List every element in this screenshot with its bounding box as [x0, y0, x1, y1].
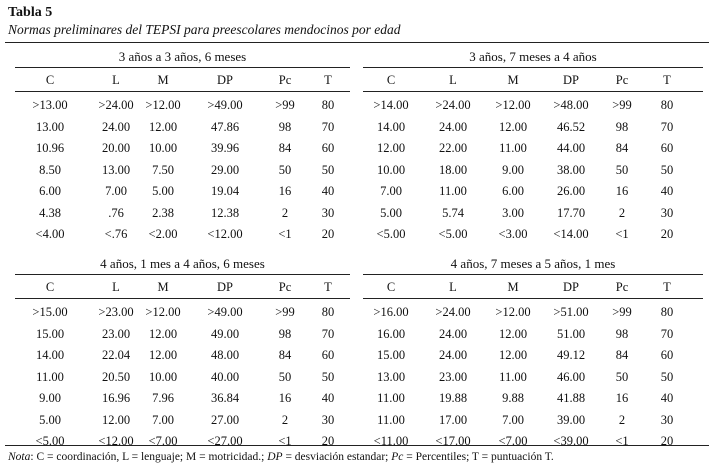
table-cell: <14.00 — [553, 227, 589, 241]
table-cell: 5.74 — [442, 205, 464, 220]
table-cell: 30 — [321, 412, 335, 427]
table-cell: 24.00 — [438, 119, 468, 134]
table-cell: 60 — [321, 348, 335, 362]
table-cell: 50 — [660, 162, 674, 177]
table-cell: 50 — [615, 369, 629, 384]
table-cell: 24.00 — [438, 348, 468, 362]
column-header-row — [15, 73, 350, 91]
table-cell: 70 — [321, 119, 335, 134]
column-header: C — [45, 73, 55, 87]
table-cell: 16 — [278, 184, 292, 198]
column-header: L — [449, 73, 457, 87]
table-cell: 47.86 — [210, 119, 240, 134]
table-cell: 12.00 — [376, 141, 406, 155]
table-cell: .76 — [108, 205, 124, 220]
table-cell: 51.00 — [556, 326, 586, 341]
table-cell: 70 — [660, 119, 674, 134]
rule — [15, 67, 350, 68]
table-cell: 29.00 — [210, 162, 240, 177]
table-cell: 20 — [321, 434, 335, 448]
age-group-block — [15, 252, 350, 452]
table-cell: 39.00 — [556, 412, 586, 427]
column-header-row — [363, 280, 703, 298]
rule — [363, 67, 703, 68]
age-group-header: 3 años, 7 meses a 4 años — [469, 49, 597, 64]
table-cell: 98 — [278, 119, 292, 134]
table-cell: 10.00 — [148, 141, 178, 155]
table-cell: >14.00 — [373, 98, 409, 112]
table-cell: 50 — [278, 162, 292, 177]
table-cell: >12.00 — [145, 98, 181, 112]
table-cell: 16.96 — [101, 391, 131, 405]
table-cell: 12.00 — [148, 119, 178, 134]
table-cell: <27.00 — [207, 434, 243, 448]
table-cell: 39.96 — [210, 141, 240, 155]
table-cell: 5.00 — [152, 184, 174, 198]
table-row — [363, 348, 703, 366]
table-cell: 40 — [321, 391, 335, 405]
table-cell: 49.00 — [210, 326, 240, 341]
table-cell: <4.00 — [35, 227, 65, 241]
column-header-row — [15, 280, 350, 298]
column-header: T — [324, 73, 332, 87]
table-cell: 46.00 — [556, 369, 586, 384]
age-group-block — [363, 45, 703, 245]
table-cell: 11.00 — [36, 369, 64, 384]
table-note — [8, 451, 554, 463]
table-cell: 27.00 — [210, 412, 240, 427]
column-header-row — [363, 73, 703, 91]
column-header: L — [112, 280, 120, 294]
table-row — [363, 391, 703, 409]
table-cell: 13.00 — [101, 162, 131, 177]
column-header: DP — [217, 73, 233, 87]
table-cell: 41.88 — [556, 391, 586, 405]
age-group-header: 3 años a 3 años, 6 meses — [118, 49, 247, 64]
table-cell: >99 — [275, 305, 295, 319]
table-cell: <1 — [615, 227, 629, 241]
table-cell: 19.88 — [438, 391, 468, 405]
table-cell: 18.00 — [438, 162, 468, 177]
table-cell: 15.00 — [376, 348, 406, 362]
table-cell: >15.00 — [32, 305, 68, 319]
table-title: Tabla 5 — [8, 5, 53, 20]
table-cell: <5.00 — [438, 227, 468, 241]
table-cell: 17.00 — [438, 412, 468, 427]
column-header: DP — [563, 280, 579, 294]
table-cell: <.76 — [104, 227, 128, 241]
table-cell: >48.00 — [553, 98, 589, 112]
table-cell: <12.00 — [98, 434, 134, 448]
table-row — [15, 163, 350, 181]
age-group-block — [363, 252, 703, 452]
table-row — [15, 120, 350, 138]
table-cell: 11.00 — [377, 412, 405, 427]
table-cell: 70 — [660, 326, 674, 341]
column-header: L — [112, 73, 120, 87]
table-row — [363, 327, 703, 345]
table-cell: >12.00 — [145, 305, 181, 319]
table-cell: 23.00 — [101, 326, 131, 341]
table-cell: >16.00 — [373, 305, 409, 319]
table-cell: 98 — [615, 119, 629, 134]
table-cell: 2 — [281, 412, 289, 427]
table-cell: 10.96 — [35, 141, 65, 155]
table-cell: 2 — [618, 205, 626, 220]
table-cell: <17.00 — [435, 434, 471, 448]
table-cell: 19.04 — [210, 184, 240, 198]
table-cell: 11.00 — [499, 369, 527, 384]
table-cell: 40 — [660, 391, 674, 405]
table-row — [363, 206, 703, 224]
table-cell: 14.00 — [35, 348, 65, 362]
table-cell: 80 — [321, 305, 335, 319]
rule — [363, 274, 703, 275]
table-cell: 20 — [660, 434, 674, 448]
table-cell: 6.00 — [39, 184, 61, 198]
table-cell: >24.00 — [98, 98, 134, 112]
table-cell: 7.00 — [380, 184, 402, 198]
rule — [15, 91, 350, 92]
table-subtitle: Normas preliminares del TEPSI para preescolares mendocinos por edad — [8, 22, 401, 37]
column-header: C — [45, 280, 55, 294]
table-cell: <1 — [278, 434, 292, 448]
table-cell: 84 — [615, 348, 629, 362]
table-cell: 7.50 — [152, 162, 174, 177]
table-cell: 84 — [278, 141, 292, 155]
column-header: T — [663, 73, 671, 87]
table-cell: 80 — [321, 98, 335, 112]
table-row — [15, 184, 350, 202]
column-header: Pc — [278, 73, 292, 87]
age-group-block — [15, 45, 350, 245]
table-cell: <11.00 — [373, 434, 409, 448]
table-cell: 17.70 — [556, 205, 586, 220]
table-cell: 16.00 — [376, 326, 406, 341]
column-header: M — [507, 280, 519, 294]
table-cell: 12.00 — [498, 326, 528, 341]
table-cell: 20 — [321, 227, 335, 241]
table-cell: 13.00 — [35, 119, 65, 134]
table-cell: 12.38 — [210, 205, 240, 220]
table-row — [363, 227, 703, 245]
table-cell: 15.00 — [35, 326, 65, 341]
top-rule — [5, 42, 709, 43]
table-cell: 12.00 — [101, 412, 131, 427]
table-cell: 11.00 — [439, 184, 467, 198]
table-cell: 10.00 — [148, 369, 178, 384]
table-row — [363, 98, 703, 116]
table-cell: 6.00 — [502, 184, 524, 198]
table-row — [363, 413, 703, 431]
table-cell: 5.00 — [380, 205, 402, 220]
table-cell: >99 — [275, 98, 295, 112]
table-cell: 23.00 — [438, 369, 468, 384]
table-cell: 50 — [321, 162, 335, 177]
table-cell: 20.50 — [101, 369, 131, 384]
table-row — [363, 141, 703, 159]
table-cell: >99 — [612, 98, 632, 112]
table-cell: 12.00 — [148, 348, 178, 362]
table-cell: 22.04 — [101, 348, 131, 362]
table-cell: >49.00 — [207, 98, 243, 112]
table-row — [15, 370, 350, 388]
table-row — [15, 227, 350, 245]
table-cell: 9.00 — [502, 162, 524, 177]
table-cell: 46.52 — [556, 119, 586, 134]
column-header: C — [386, 73, 396, 87]
table-cell: 7.00 — [502, 412, 524, 427]
table-cell: 30 — [321, 205, 335, 220]
table-row — [15, 391, 350, 409]
table-cell: 49.12 — [556, 348, 586, 362]
table-cell: 98 — [615, 326, 629, 341]
table-cell: 60 — [660, 348, 674, 362]
table-cell: >13.00 — [32, 98, 68, 112]
table-cell: 12.00 — [498, 119, 528, 134]
table-cell: 40.00 — [210, 369, 240, 384]
table-cell: 12.00 — [498, 348, 528, 362]
table-cell: 5.00 — [39, 412, 61, 427]
table-cell: 50 — [615, 162, 629, 177]
table-cell: 50 — [278, 369, 292, 384]
table-cell: 8.50 — [39, 162, 61, 177]
table-cell: <2.00 — [148, 227, 178, 241]
table-cell: 2 — [281, 205, 289, 220]
table-row — [15, 305, 350, 323]
table-cell: >12.00 — [495, 98, 531, 112]
table-cell: 36.84 — [210, 391, 240, 405]
table-row — [15, 348, 350, 366]
table-row — [363, 163, 703, 181]
table-cell: 11.00 — [499, 141, 527, 155]
table-cell: 80 — [660, 305, 674, 319]
column-header: T — [663, 280, 671, 294]
table-row — [363, 434, 703, 452]
table-cell: >49.00 — [207, 305, 243, 319]
table-cell: <39.00 — [553, 434, 589, 448]
table-cell: >12.00 — [495, 305, 531, 319]
table-cell: 10.00 — [376, 162, 406, 177]
table-cell: 12.00 — [148, 326, 178, 341]
table-row — [363, 370, 703, 388]
table-cell: 16 — [615, 391, 629, 405]
rule — [363, 298, 703, 299]
table-cell: 14.00 — [376, 119, 406, 134]
table-cell: <12.00 — [207, 227, 243, 241]
table-cell: 84 — [278, 348, 292, 362]
table-cell: >24.00 — [435, 98, 471, 112]
note-dp: DP — [267, 451, 283, 463]
note-dp-text: = desviación estandar; — [282, 451, 392, 463]
table-cell: <7.00 — [498, 434, 528, 448]
column-header: C — [386, 280, 396, 294]
table-cell: <3.00 — [498, 227, 528, 241]
table-cell: 70 — [321, 326, 335, 341]
table-cell: 84 — [615, 141, 629, 155]
column-header: T — [324, 280, 332, 294]
column-header: M — [157, 280, 169, 294]
table-cell: 24.00 — [101, 119, 131, 134]
note-pc-text: = Percentiles; T = puntuación T. — [403, 451, 554, 463]
table-cell: 30 — [660, 205, 674, 220]
rule — [15, 298, 350, 299]
table-cell: 13.00 — [376, 369, 406, 384]
table-row — [363, 120, 703, 138]
table-cell: >51.00 — [553, 305, 589, 319]
table-cell: <5.00 — [376, 227, 406, 241]
table-cell: 20 — [660, 227, 674, 241]
table-cell: 80 — [660, 98, 674, 112]
note-pc: Pc — [391, 451, 404, 463]
table-cell: >23.00 — [98, 305, 134, 319]
table-cell: 11.00 — [377, 391, 405, 405]
table-cell: 3.00 — [502, 205, 524, 220]
table-cell: 48.00 — [210, 348, 240, 362]
table-cell: <1 — [615, 434, 629, 448]
table-row — [15, 413, 350, 431]
table-cell: 50 — [321, 369, 335, 384]
age-group-header: 4 años, 1 mes a 4 años, 6 meses — [100, 256, 265, 271]
table-cell: >99 — [612, 305, 632, 319]
table-cell: 20.00 — [101, 141, 131, 155]
table-cell: >24.00 — [435, 305, 471, 319]
table-cell: 60 — [660, 141, 674, 155]
table-cell: 7.96 — [152, 391, 174, 405]
table-row — [15, 327, 350, 345]
table-cell: <7.00 — [148, 434, 178, 448]
rule — [363, 91, 703, 92]
rule — [15, 274, 350, 275]
table-cell: 16 — [278, 391, 292, 405]
age-group-header: 4 años, 7 meses a 5 años, 1 mes — [450, 256, 616, 271]
table-cell: 7.00 — [105, 184, 127, 198]
table-cell: 50 — [660, 369, 674, 384]
column-header: Pc — [615, 280, 629, 294]
note-label: Nota — [8, 451, 31, 463]
column-header: DP — [563, 73, 579, 87]
table-cell: 4.38 — [39, 205, 61, 220]
table-cell: 40 — [321, 184, 335, 198]
column-header: Pc — [278, 280, 292, 294]
table-cell: 44.00 — [556, 141, 586, 155]
column-header: M — [157, 73, 169, 87]
table-cell: 30 — [660, 412, 674, 427]
table-cell: <1 — [278, 227, 292, 241]
table-row — [15, 98, 350, 116]
table-cell: 2 — [618, 412, 626, 427]
table-row — [363, 305, 703, 323]
table-cell: 24.00 — [438, 326, 468, 341]
table-cell: <5.00 — [35, 434, 65, 448]
table-cell: 26.00 — [556, 184, 586, 198]
table-cell: 40 — [660, 184, 674, 198]
column-header: Pc — [615, 73, 629, 87]
table-cell: 16 — [615, 184, 629, 198]
column-header: M — [507, 73, 519, 87]
table-cell: 7.00 — [152, 412, 174, 427]
table-row — [15, 206, 350, 224]
note-text: : C = coordinación, L = lenguaje; M = motricidad.; — [30, 451, 268, 463]
table-cell: 98 — [278, 326, 292, 341]
table-row — [363, 184, 703, 202]
column-header: L — [449, 280, 457, 294]
table-row — [15, 434, 350, 452]
table-cell: 22.00 — [438, 141, 468, 155]
column-header: DP — [217, 280, 233, 294]
table-cell: 2.38 — [152, 205, 174, 220]
table-cell: 60 — [321, 141, 335, 155]
table-cell: 9.88 — [502, 391, 524, 405]
table-cell: 9.00 — [39, 391, 61, 405]
table-cell: 38.00 — [556, 162, 586, 177]
table-row — [15, 141, 350, 159]
